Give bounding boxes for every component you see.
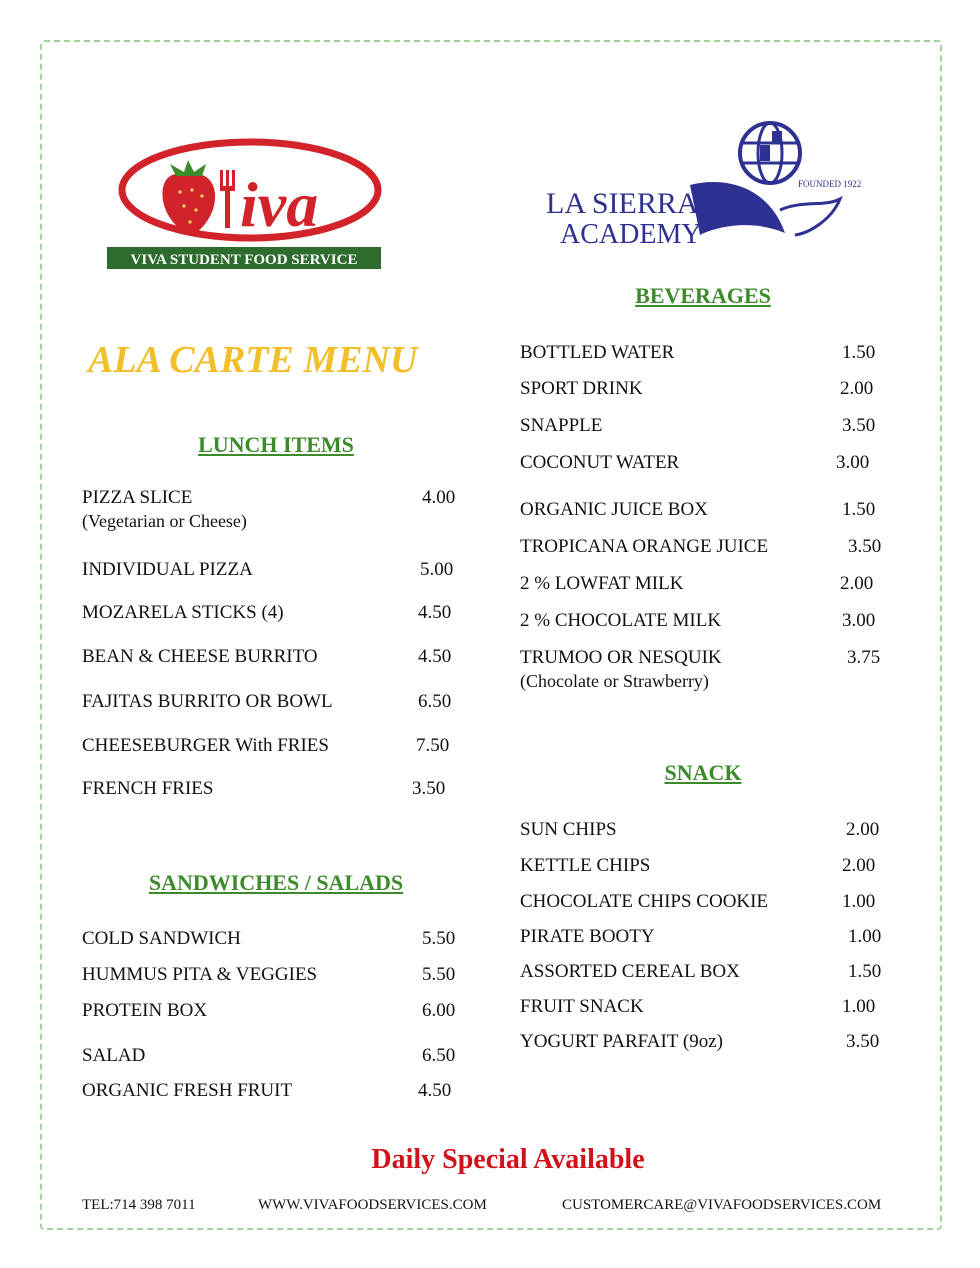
menu-item <box>520 891 876 913</box>
item-name: BEAN & CHEESE BURRITO <box>82 646 318 667</box>
menu-title: ALA CARTE MENU <box>88 339 418 381</box>
item-price: 3.50 <box>848 536 882 557</box>
footer-website: WWW.VIVAFOODSERVICES.COM <box>258 1197 487 1213</box>
menu-item <box>520 415 876 437</box>
menu-item <box>82 778 446 800</box>
item-name: SNAPPLE <box>520 415 603 436</box>
menu-item <box>520 647 881 692</box>
lsa-founded-text: FOUNDED 1922 <box>798 179 862 189</box>
sandwiches-salads-heading: SANDWICHES / SALADS <box>148 870 404 895</box>
item-price: 2.00 <box>842 855 876 876</box>
menu-item <box>82 691 452 713</box>
item-name: HUMMUS PITA & VEGGIES <box>82 964 318 985</box>
item-price: 1.00 <box>848 926 882 947</box>
lsa-line1: LA SIERRA <box>546 187 699 220</box>
menu-item <box>82 1080 452 1102</box>
item-name: ORGANIC FRESH FRUIT <box>82 1080 293 1101</box>
menu-item <box>82 602 452 624</box>
item-price: 3.00 <box>842 610 876 631</box>
viva-wordmark: iva <box>240 169 319 240</box>
item-name: FRUIT SNACK <box>520 996 644 1017</box>
menu-item <box>82 735 450 757</box>
item-price: 2.00 <box>840 378 874 399</box>
item-price: 2.00 <box>846 819 880 840</box>
item-price: 5.50 <box>422 964 456 985</box>
item-price: 4.50 <box>418 1080 452 1101</box>
item-name: CHEESEBURGER With FRIES <box>82 735 329 756</box>
item-name: SPORT DRINK <box>520 378 643 399</box>
menu-item <box>82 487 456 532</box>
item-price: 4.50 <box>418 602 452 623</box>
item-price: 6.00 <box>422 1000 456 1021</box>
item-name: SUN CHIPS <box>520 819 617 840</box>
menu-item <box>520 819 880 841</box>
item-name: 2 % CHOCOLATE MILK <box>520 610 722 631</box>
item-price: 1.50 <box>842 342 876 363</box>
item-name: TRUMOO OR NESQUIK <box>520 647 722 668</box>
item-name: INDIVIDUAL PIZZA <box>82 559 253 580</box>
item-price: 3.50 <box>412 778 446 799</box>
lunch-items-heading: LUNCH ITEMS <box>198 432 354 457</box>
item-price: 5.00 <box>420 559 454 580</box>
item-name: CHOCOLATE CHIPS COOKIE <box>520 891 769 912</box>
menu-item <box>82 646 452 668</box>
item-note: (Chocolate or Strawberry) <box>520 671 709 691</box>
item-name: MOZARELA STICKS (4) <box>82 602 284 623</box>
menu-item <box>520 996 876 1018</box>
beverages-heading: BEVERAGES <box>635 283 771 308</box>
item-name: SALAD <box>82 1045 146 1066</box>
item-price: 1.00 <box>842 891 876 912</box>
item-price: 7.50 <box>416 735 450 756</box>
menu-item <box>520 610 876 632</box>
item-price: 4.50 <box>418 646 452 667</box>
menu-item <box>520 452 870 474</box>
globe-icon <box>740 123 800 183</box>
item-price: 1.50 <box>848 961 882 982</box>
item-price: 2.00 <box>840 573 874 594</box>
item-name: PROTEIN BOX <box>82 1000 208 1021</box>
menu-item <box>82 1045 456 1067</box>
menu-item <box>520 855 876 877</box>
item-name: ASSORTED CEREAL BOX <box>520 961 740 982</box>
snack-heading: SNACK <box>664 760 742 785</box>
item-price: 4.00 <box>422 487 456 508</box>
item-price: 1.00 <box>842 996 876 1017</box>
item-price: 5.50 <box>422 928 456 949</box>
item-name: PIRATE BOOTY <box>520 926 655 947</box>
footer-phone: TEL:714 398 7011 <box>82 1197 196 1213</box>
item-price: 6.50 <box>422 1045 456 1066</box>
item-note: (Vegetarian or Cheese) <box>82 511 247 531</box>
item-name: TROPICANA ORANGE JUICE <box>520 536 769 557</box>
item-name: ORGANIC JUICE BOX <box>520 499 708 520</box>
menu-item <box>520 378 874 400</box>
item-name: FRENCH FRIES <box>82 778 214 799</box>
menu-item <box>520 1031 880 1053</box>
item-price: 1.50 <box>842 499 876 520</box>
menu-item <box>82 964 456 986</box>
viva-banner-text: VIVA STUDENT FOOD SERVICE <box>130 252 358 268</box>
item-price: 3.00 <box>836 452 870 473</box>
item-name: KETTLE CHIPS <box>520 855 651 876</box>
menu-item <box>520 961 882 983</box>
item-name: BOTTLED WATER <box>520 342 675 363</box>
la-sierra-academy-logo <box>540 115 890 255</box>
fork-icon <box>220 170 235 228</box>
item-name: PIZZA SLICE <box>82 487 193 508</box>
item-name: 2 % LOWFAT MILK <box>520 573 684 594</box>
menu-item <box>520 499 876 521</box>
item-price: 6.50 <box>418 691 452 712</box>
item-name: YOGURT PARFAIT (9oz) <box>520 1031 723 1052</box>
item-name: COLD SANDWICH <box>82 928 241 949</box>
menu-item <box>520 926 882 948</box>
menu-item <box>82 559 454 581</box>
item-name: FAJITAS BURRITO OR BOWL <box>82 691 333 712</box>
footer-email: CUSTOMERCARE@VIVAFOODSERVICES.COM <box>562 1197 882 1213</box>
viva-logo <box>100 130 390 275</box>
menu-item <box>82 928 456 950</box>
daily-special-banner: Daily Special Available <box>371 1144 645 1175</box>
menu-item <box>520 342 876 364</box>
item-price: 3.75 <box>847 647 881 668</box>
lsa-line2: ACADEMY <box>560 219 702 250</box>
item-name: COCONUT WATER <box>520 452 680 473</box>
item-price: 3.50 <box>842 415 876 436</box>
book-shape <box>690 182 785 235</box>
menu-item <box>82 1000 456 1022</box>
strawberry-icon <box>162 160 215 234</box>
menu-item <box>520 573 874 595</box>
item-price: 3.50 <box>846 1031 880 1052</box>
menu-item <box>520 536 882 558</box>
